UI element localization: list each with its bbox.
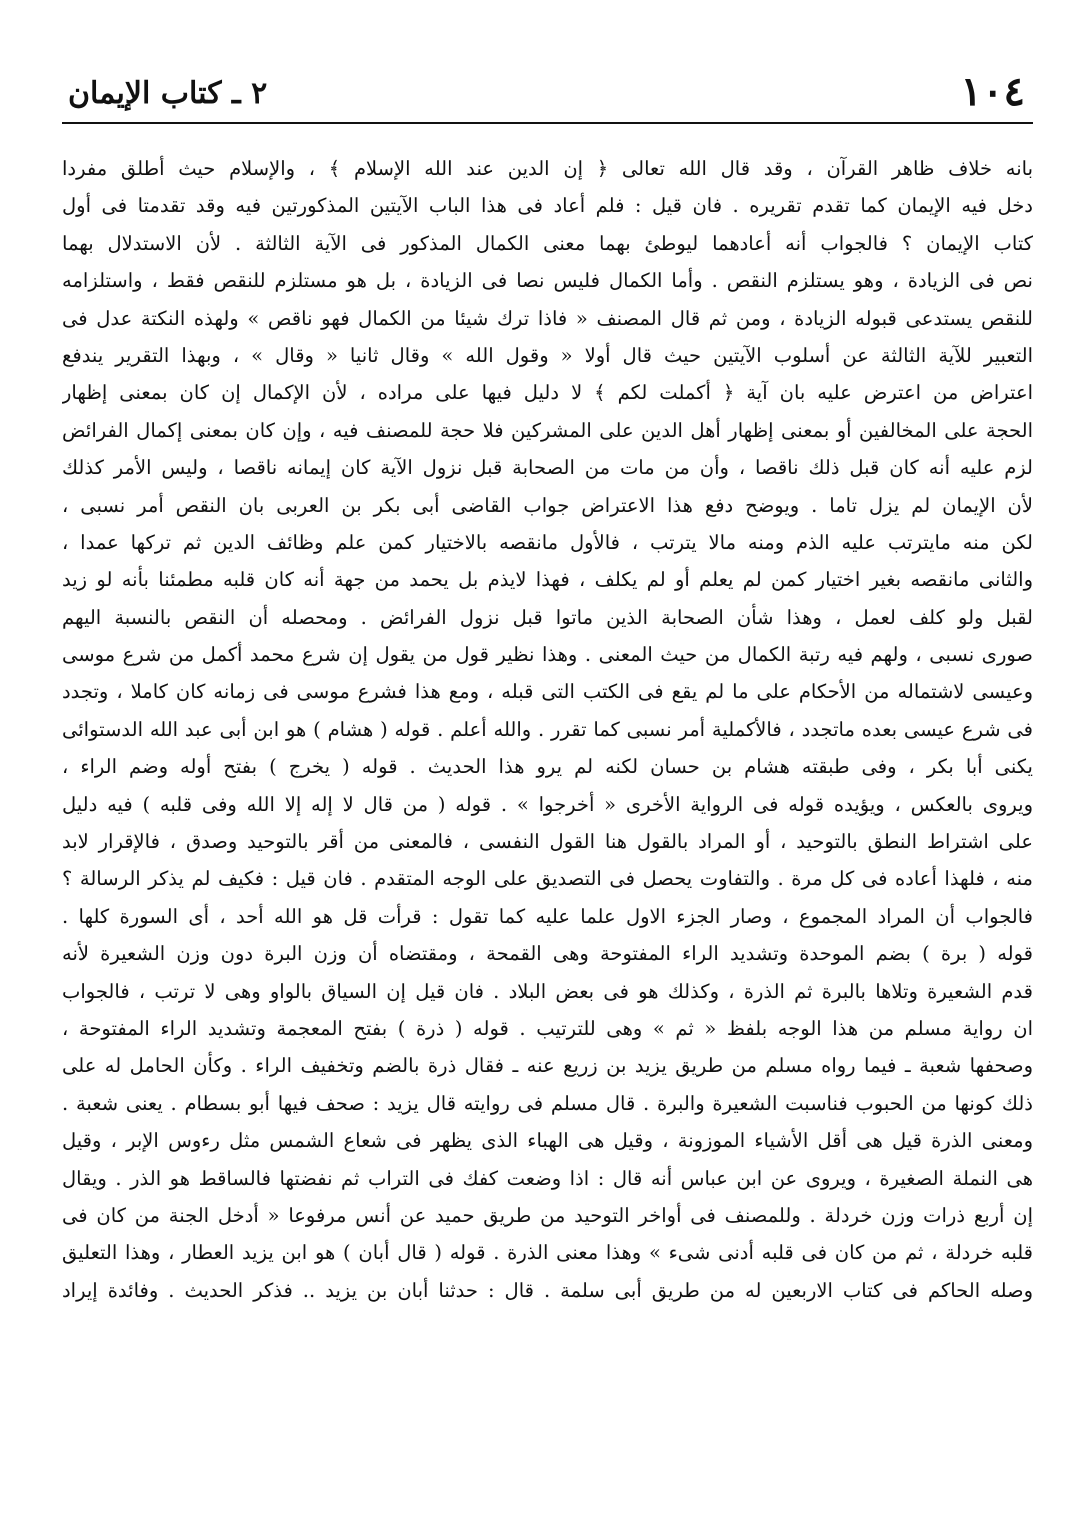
text-line: دخل فيه الإيمان كما تقدم تقريره . فان قيل : فلم أعاد فى هذا الباب الآيتين المذكورتين فيه وقد تقدمتا فى أول [62, 194, 1033, 218]
text-line: والثانى مانقصه بغير اختيار كمن لم يعلم أو لم يكلف ، فهذا لايذم بل يحمد من جهة أنه كان قلبه مطمئنا بأنه لو زيد [62, 568, 1033, 592]
text-line: ويروى بالعكس ، ويؤيده قوله فى الرواية الأخرى « أخرجوا » . قوله ( من قال لا إله إلا الله وفى قلبه ) فيه دليل [62, 792, 1033, 816]
chapter-title: ٢ ـ كتاب الإيمان [68, 76, 268, 111]
header-rule [62, 122, 1033, 124]
text-line: ان رواية مسلم من هذا الوجه بلفظ « ثم » وهى للترتيب . قوله ( ذرة ) بفتح المعجمة وتشديد الراء المفتوحة ، [62, 1016, 1033, 1040]
text-line: قوله ( برة ) بضم الموحدة وتشديد الراء المفتوحة وهى القمحة ، ومقتضاه أن وزن البرة دون وزن الشعيرة لأنه [62, 942, 1033, 966]
text-line: بانه خلاف ظاهر القرآن ، وقد قال الله تعالى ﴿ إن الدين عند الله الإسلام ﴾ ، والإسلام حيث أطلق مفردا [62, 157, 1033, 180]
text-line: فى شرع عيسى بعده ماتجدد ، فالأكملية أمر نسبى كما تقرر . والله أعلم . قوله ( هشام ) هو ابن أبى عبد الله الدستوائى [62, 717, 1033, 741]
text-line: لزم عليه أنه كان قبل ذلك ناقصا ، وأن من مات من الصحابة قبل نزول الآية كان إيمانه ناقصا ، وليس الأمر كذلك [62, 456, 1033, 480]
text-line: منه ، فلهذا أعاده فى كل مرة . والتفاوت يحصل فى التصديق على الوجه المتقدم . فان قيل : فكيف لم يذكر الرسالة ؟ [62, 867, 1033, 891]
text-line: لأن الإيمان لم يزل تاما . ويوضح دفع هذا الاعتراض جواب القاضى أبى بكر بن العربى بان النقص أمر نسبى ، [62, 493, 1033, 517]
text-line: نص فى الزيادة ، وهو يستلزم النقص . وأما الكمال فليس نصا فى الزيادة ، بل هو مستلزم للنقص فقط ، واستلزامه [62, 269, 1033, 293]
text-line: لكن منه مايترتب عليه الذم ومنه مالا يترتب ، فالأول مانقصه بالاختيار كمن علم وظائف الدين ثم تركها عمدا ، [62, 530, 1033, 554]
text-line: إن أربع ذرات وزن خردلة . وللمصنف فى أواخر التوحيد من طريق حميد عن أنس مرفوعا « أدخل الجنة من كان فى [62, 1203, 1033, 1227]
text-line: كتاب الإيمان ؟ فالجواب أنه أعادهما ليوطئ بهما معنى الكمال المذكور فى الآية الثالثة . لأن الاستدلال بهما [62, 231, 1033, 255]
text-line: لقبل ولو كلف لعمل ، وهذا شأن الصحابة الذين ماتوا قبل نزول الفرائض . ومحصله أن النقص بالنسبة اليهم [62, 605, 1033, 629]
text-line: وعيسى لاشتماله من الأحكام على ما لم يقع فى الكتب التى قبله ، ومع هذا فشرع موسى فى زمانه كان كاملا ، وتجدد [62, 680, 1033, 704]
text-line: هى النملة الصغيرة ، ويروى عن ابن عباس أنه قال : اذا وضعت كفك فى التراب ثم نفضتها فالساقط هو الذر . ويقال [62, 1166, 1033, 1190]
text-line: التعبير للآية الثالثة عن أسلوب الآيتين حيث قال أولا « وقول الله » وقال ثانيا « وقال » ، وبهذا التقرير يندفع [62, 343, 1033, 367]
text-line: اعتراض من اعترض عليه بان آية ﴿ أكملت لكم ﴾ لا دليل فيها على مراده ، لأن الإكمال إن كان بمعنى إظهار [62, 381, 1033, 405]
text-line: ذلك كونها من الحبوب فناسبت الشعيرة والبرة . قال مسلم فى روايته قال يزيد : صحف فيها أبو بسطام . يعنى شعبة . [62, 1091, 1033, 1115]
text-line: ومعنى الذرة قيل هى أقل الأشياء الموزونة ، وقيل هى الهباء الذى يظهر فى شعاع الشمس مثل رءوس الإبر ، وقيل [62, 1129, 1033, 1153]
body-text [62, 150, 1033, 1309]
text-line: فالجواب أن المراد المجموع ، وصار الجزء الاول علما عليه كما تقول : قرأت قل هو الله أحد ، أى السورة كلها . [62, 904, 1033, 928]
text-line: صورى نسبى ، ولهم فيه رتبة الكمال من حيث المعنى . وهذا نظير قول من يقول إن شرع محمد أكمل من شرع موسى [62, 643, 1033, 667]
text-line: الحجة على المخالفين أو بمعنى إظهار أهل الدين على المشركين فلا حجة للمصنف فيه ، وإن كان بمعنى إكمال الفرائض [62, 418, 1033, 442]
text-line: على اشتراط النطق بالتوحيد ، أو المراد بالقول هنا القول النفسى ، فالمعنى من أقر بالتوحيد وصدق ، فالإقرار لابد [62, 830, 1033, 854]
text-line: قلبه خردلة ، ثم من كان فى قلبه أدنى شىء » وهذا معنى الذرة . قوله ( قال أبان ) هو ابن يزيد العطار ، وهذا التعليق [62, 1241, 1033, 1265]
text-line: وصحفها شعبة ـ فيما رواه مسلم من طريق يزيد بن زريع عنه ـ فقال ذرة بالضم وتخفيف الراء . وكأن الحامل له على [62, 1054, 1033, 1078]
text-line: للنقص يستدعى قبوله الزيادة ، ومن ثم قال المصنف « فاذا ترك شيئا من الكمال فهو ناقص » ولهذه النكتة عدل فى [62, 306, 1033, 330]
page-number: ١٠٤ [960, 68, 1025, 115]
text-line: يكنى أبا بكر ، وفى طبقته هشام بن حسان لكنه لم يرو هذا الحديث . قوله ( يخرج ) بفتح أوله وضم الراء ، [62, 755, 1033, 779]
text-line: قدم الشعيرة وتلاها بالبرة ثم الذرة ، وكذلك هو فى بعض البلاد . فان قيل إن السياق بالواو وهى لا ترتب ، فالجواب [62, 979, 1033, 1003]
page-header [62, 62, 1033, 124]
text-line: وصله الحاكم فى كتاب الاربعين له من طريق أبى سلمة . قال : حدثنا أبان بن يزيد .. فذكر الحديث . وفائدة إيراد [62, 1278, 1033, 1302]
